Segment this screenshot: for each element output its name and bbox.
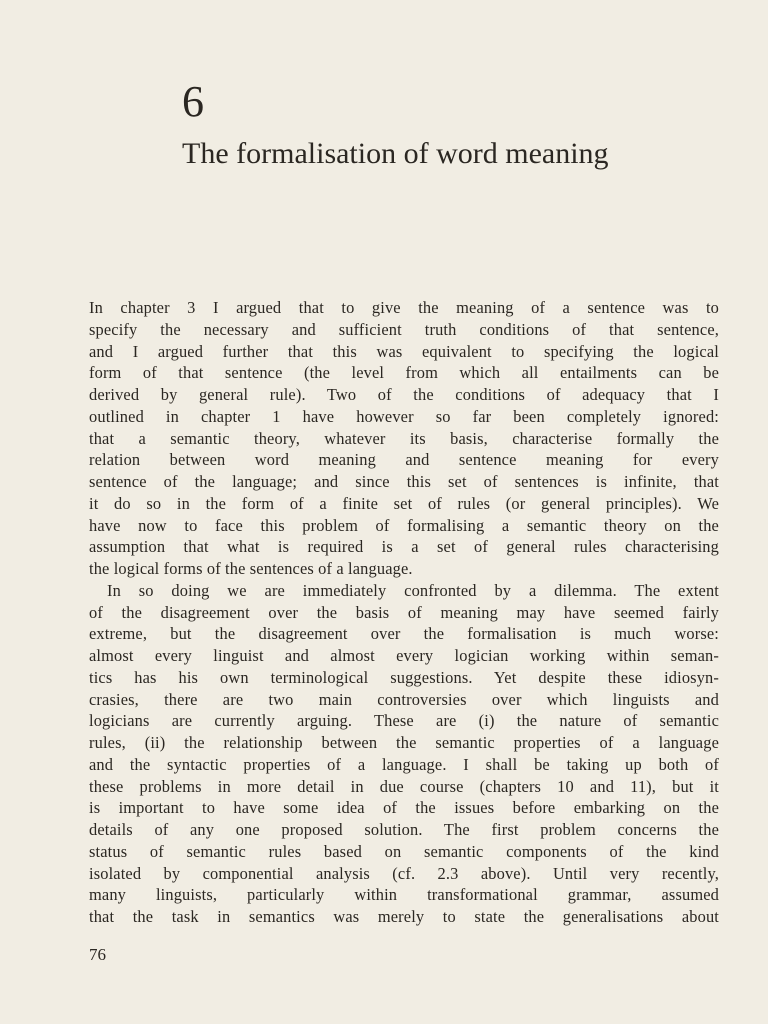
text-line: assumption that what is required is a set of general rules characterising bbox=[89, 537, 719, 557]
text-line: In so doing we are immediately confronted by a dilemma. The extent bbox=[107, 580, 719, 600]
text-line: details of any one proposed solution. The first problem concerns the bbox=[89, 820, 719, 839]
paragraph bbox=[89, 297, 719, 580]
chapter-number: 6 bbox=[182, 77, 204, 126]
text-line: status of semantic rules based on semantic components of the kind bbox=[89, 841, 719, 861]
text-line: relation between word meaning and sentence meaning for every bbox=[89, 450, 719, 470]
text-line: many linguists, particularly within transformational grammar, assumed bbox=[89, 885, 719, 905]
text-line: In chapter 3 I argued that to give the meaning of a sentence was to bbox=[89, 298, 719, 317]
text-line: tics has his own terminological suggestions. Yet despite these idiosyn- bbox=[89, 667, 719, 687]
text-line: that the task in semantics was merely to state the generalisations about bbox=[89, 907, 719, 926]
text-line: these problems in more detail in due course (chapters 10 and 11), but it bbox=[89, 776, 719, 796]
text-line: and I argued further that this was equivalent to specifying the logical bbox=[89, 341, 719, 361]
text-line: extreme, but the disagreement over the formalisation is much worse: bbox=[89, 624, 719, 644]
text-line: crasies, there are two main controversies over which linguists and bbox=[89, 689, 719, 709]
page-number: 76 bbox=[89, 945, 106, 964]
text-line: outlined in chapter 1 have however so far been completely ignored: bbox=[89, 406, 719, 426]
text-line: sentence of the language; and since this set of sentences is infinite, that bbox=[89, 472, 719, 491]
text-line: of the disagreement over the basis of meaning may have seemed fairly bbox=[89, 602, 719, 622]
chapter-title: The formalisation of word meaning bbox=[182, 137, 609, 170]
text-line: that a semantic theory, whatever its basis, characterise formally the bbox=[89, 428, 719, 448]
text-line: is important to have some idea of the issues before embarking on the bbox=[89, 798, 719, 818]
text-line: almost every linguist and almost every logician working within seman- bbox=[89, 646, 719, 665]
text-line: and the syntactic properties of a language. I shall be taking up both of bbox=[89, 754, 719, 774]
text-line: it do so in the form of a finite set of rules (or general principles). We bbox=[89, 493, 719, 513]
paragraph bbox=[89, 580, 719, 928]
text-line: specify the necessary and sufficient truth conditions of that sentence, bbox=[89, 319, 719, 339]
text-line: rules, (ii) the relationship between the semantic properties of a language bbox=[89, 733, 719, 752]
text-line: logicians are currently arguing. These are (i) the nature of semantic bbox=[89, 711, 719, 731]
text-line: form of that sentence (the level from which all entailments can be bbox=[89, 363, 719, 383]
body-text bbox=[89, 297, 719, 928]
text-line: isolated by componential analysis (cf. 2.3 above). Until very recently, bbox=[89, 863, 719, 883]
text-line: derived by general rule). Two of the conditions of adequacy that I bbox=[89, 385, 719, 404]
text-line: have now to face this problem of formalising a semantic theory on the bbox=[89, 515, 719, 535]
text-line: the logical forms of the sentences of a language. bbox=[89, 559, 413, 578]
